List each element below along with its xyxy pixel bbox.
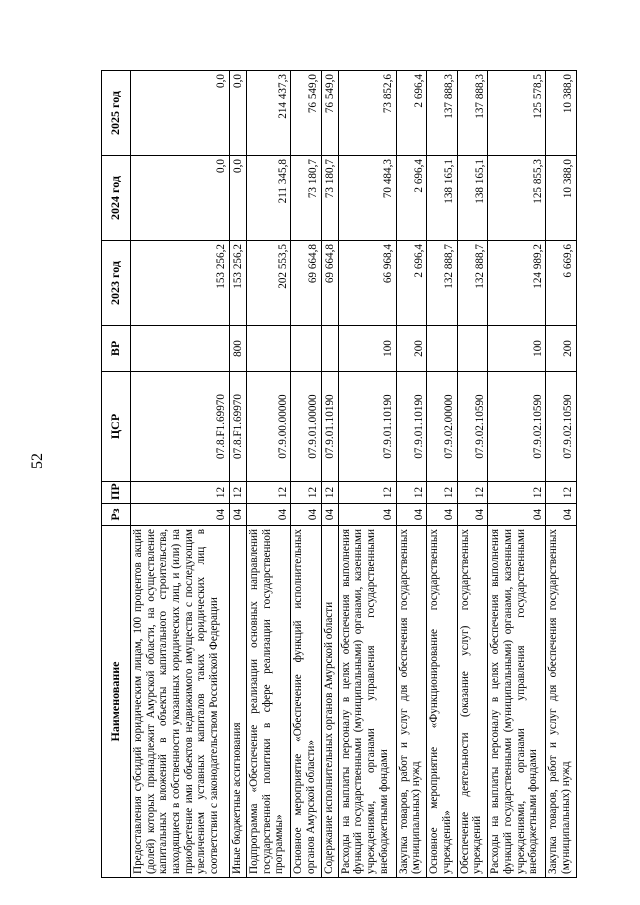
cell-2023: 69 664,8 — [321, 241, 338, 326]
cell-name: Иные бюджетные ассигнования — [229, 526, 246, 878]
cell-pr: 12 — [457, 482, 488, 504]
cell-2024: 0,0 — [229, 156, 246, 241]
cell-csr: 07.9.01.00000 — [291, 372, 322, 482]
cell-vr: 800 — [229, 326, 246, 372]
cell-pr: 12 — [546, 482, 577, 504]
cell-csr: 07.9.02.10590 — [546, 372, 577, 482]
table-row — [246, 71, 290, 878]
cell-csr: 07.9.02.10590 — [457, 372, 488, 482]
header-pr: ПР — [102, 482, 131, 504]
cell-2024: 73 180,7 — [291, 156, 322, 241]
cell-vr — [291, 326, 322, 372]
cell-pr: 12 — [291, 482, 322, 504]
cell-2024: 138 165,1 — [427, 156, 458, 241]
cell-name: Обеспечение деятельности (оказание услуг) государственных учреждений — [457, 526, 488, 878]
cell-rz: 04 — [131, 504, 230, 526]
cell-vr — [131, 326, 230, 372]
cell-name: Содержание исполнительных органов Амурской области — [321, 526, 338, 878]
cell-2024: 10 388,0 — [546, 156, 577, 241]
cell-pr: 12 — [338, 482, 396, 504]
table-header-row — [102, 71, 131, 878]
cell-2023: 132 888,7 — [457, 241, 488, 326]
cell-vr — [427, 326, 458, 372]
cell-2023: 132 888,7 — [427, 241, 458, 326]
header-2024: 2024 год — [102, 156, 131, 241]
cell-2025: 10 388,0 — [546, 71, 577, 156]
cell-pr: 12 — [229, 482, 246, 504]
cell-2025: 0,0 — [131, 71, 230, 156]
cell-rz: 04 — [396, 504, 427, 526]
cell-vr: 200 — [546, 326, 577, 372]
table-row — [488, 71, 546, 878]
cell-name: Подпрограмма «Обеспечение реализации основных направлений государственной политики в сфере реализации государственной программы» — [246, 526, 290, 878]
budget-table — [101, 70, 577, 878]
cell-2024: 73 180,7 — [321, 156, 338, 241]
table-row — [291, 71, 322, 878]
cell-csr: 07.9.01.10190 — [338, 372, 396, 482]
table-row — [396, 71, 427, 878]
cell-name: Основное мероприятие «Обеспечение функций исполнительных органов Амурской области» — [291, 526, 322, 878]
cell-name: Закупка товаров, работ и услуг для обеспечения государственных (муниципальных) нужд — [396, 526, 427, 878]
cell-2023: 202 553,5 — [246, 241, 290, 326]
cell-2024: 70 484,3 — [338, 156, 396, 241]
cell-2025: 2 696,4 — [396, 71, 427, 156]
budget-table-rotated — [101, 70, 577, 878]
table-row — [457, 71, 488, 878]
header-2023: 2023 год — [102, 241, 131, 326]
cell-2024: 138 165,1 — [457, 156, 488, 241]
cell-2025: 76 549,0 — [291, 71, 322, 156]
cell-csr: 07.9.01.10190 — [396, 372, 427, 482]
table-row — [338, 71, 396, 878]
cell-rz: 04 — [457, 504, 488, 526]
cell-2024: 0,0 — [131, 156, 230, 241]
cell-name: Расходы на выплаты персоналу в целях обеспечения выполнения функций государственными (муниципальными) органами, казенными учреждениями, органами управления государственными внебюджетными фондами — [488, 526, 546, 878]
cell-2023: 6 669,6 — [546, 241, 577, 326]
cell-rz: 04 — [229, 504, 246, 526]
cell-2025: 73 852,6 — [338, 71, 396, 156]
cell-rz: 04 — [338, 504, 396, 526]
cell-2023: 66 968,4 — [338, 241, 396, 326]
header-vr: ВР — [102, 326, 131, 372]
cell-vr — [246, 326, 290, 372]
cell-vr — [321, 326, 338, 372]
cell-pr: 12 — [396, 482, 427, 504]
cell-2023: 124 989,2 — [488, 241, 546, 326]
cell-rz: 04 — [291, 504, 322, 526]
cell-csr: 07.8.F1.69970 — [229, 372, 246, 482]
cell-2025: 125 578,5 — [488, 71, 546, 156]
header-name: Наименование — [102, 526, 131, 878]
cell-2024: 2 696,4 — [396, 156, 427, 241]
table-row — [131, 71, 230, 878]
cell-csr: 07.9.01.10190 — [321, 372, 338, 482]
table-row — [321, 71, 338, 878]
page-number: 52 — [29, 453, 46, 469]
cell-csr: 07.9.02.10590 — [488, 372, 546, 482]
header-2025: 2025 год — [102, 71, 131, 156]
cell-2025: 137 888,3 — [457, 71, 488, 156]
cell-2023: 69 664,8 — [291, 241, 322, 326]
cell-name: Предоставления субсидий юридическим лицам, 100 процентов акций (долей) которых принадлежит Амурской области, на осуществление капитальных вложений в объекты капитального строительства, находящиеся в собственности указанных юридических лиц, и (или) на приобретение ими объектов недвижимого имущества с последующим увеличением уставных капиталов таких юридических лиц в соответствии с законодательством Российской Федерации — [131, 526, 230, 878]
cell-pr: 12 — [321, 482, 338, 504]
cell-pr: 12 — [427, 482, 458, 504]
cell-rz: 04 — [427, 504, 458, 526]
header-rz: Рз — [102, 504, 131, 526]
cell-2025: 76 549,0 — [321, 71, 338, 156]
cell-rz: 04 — [546, 504, 577, 526]
cell-vr: 200 — [396, 326, 427, 372]
cell-2023: 2 696,4 — [396, 241, 427, 326]
cell-vr: 100 — [338, 326, 396, 372]
cell-2025: 214 437,3 — [246, 71, 290, 156]
cell-2023: 153 256,2 — [229, 241, 246, 326]
cell-2023: 153 256,2 — [131, 241, 230, 326]
cell-vr — [457, 326, 488, 372]
cell-2024: 125 855,3 — [488, 156, 546, 241]
table-row — [427, 71, 458, 878]
cell-2025: 137 888,3 — [427, 71, 458, 156]
cell-2025: 0,0 — [229, 71, 246, 156]
header-csr: ЦСР — [102, 372, 131, 482]
cell-csr: 07.8.F1.69970 — [131, 372, 230, 482]
cell-csr: 07.9.00.00000 — [246, 372, 290, 482]
cell-2024: 211 345,8 — [246, 156, 290, 241]
cell-pr: 12 — [488, 482, 546, 504]
cell-csr: 07.9.02.00000 — [427, 372, 458, 482]
table-row — [229, 71, 246, 878]
cell-rz: 04 — [246, 504, 290, 526]
cell-rz: 04 — [321, 504, 338, 526]
cell-pr: 12 — [131, 482, 230, 504]
cell-name: Основное мероприятие «Функционирование государственных учреждений» — [427, 526, 458, 878]
table-row — [546, 71, 577, 878]
cell-pr: 12 — [246, 482, 290, 504]
cell-vr: 100 — [488, 326, 546, 372]
cell-name: Закупка товаров, работ и услуг для обеспечения государственных (муниципальных) нужд — [546, 526, 577, 878]
cell-rz: 04 — [488, 504, 546, 526]
cell-name: Расходы на выплаты персоналу в целях обеспечения выполнения функций государственными (муниципальными) органами, казенными учреждениями, органами управления государственными внебюджетными фондами — [338, 526, 396, 878]
